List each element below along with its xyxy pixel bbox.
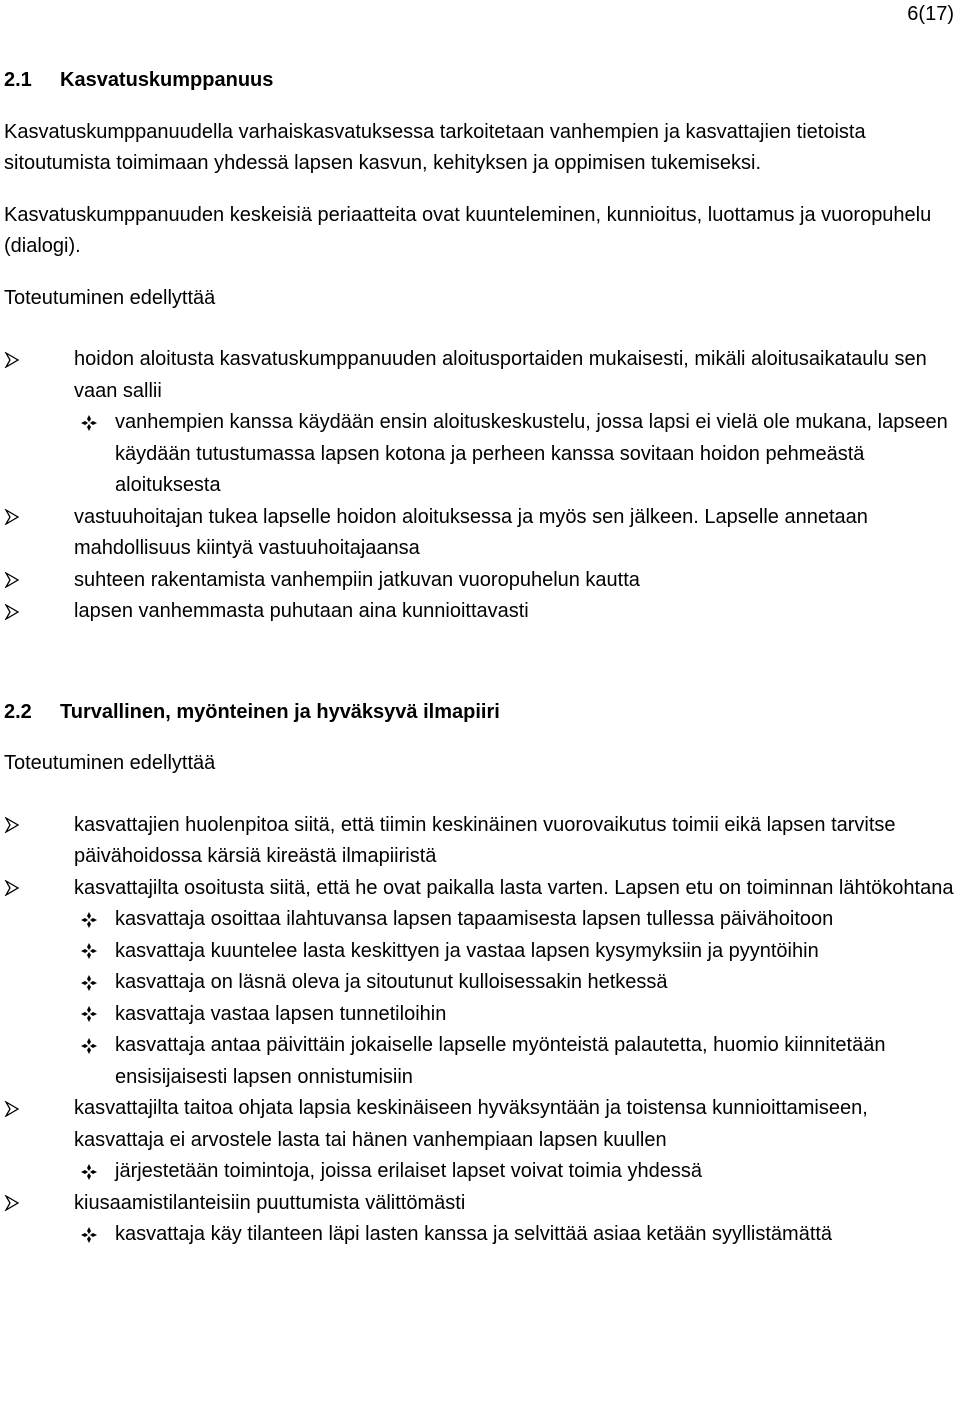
sub-list-item xyxy=(4,967,954,999)
sub-list-item xyxy=(4,407,954,502)
document-body xyxy=(4,65,954,1251)
sub-list-item xyxy=(4,904,954,936)
list-item xyxy=(4,344,954,407)
list-item-text: järjestetään toimintoja, joissa erilaiset lapset voivat toimia yhdessä xyxy=(115,1160,702,1182)
list-item-text: lapsen vanhemmasta puhutaan aina kunnioittavasti xyxy=(74,600,529,622)
list-item-text: kasvattaja on läsnä oleva ja sitoutunut kulloisessakin hetkessä xyxy=(115,971,668,993)
requires-label: Toteutuminen edellyttää xyxy=(4,752,216,774)
sub-list-item xyxy=(4,1219,954,1251)
list-item xyxy=(4,502,954,565)
diamond-bullet-icon xyxy=(80,967,108,999)
list-item xyxy=(4,1093,954,1156)
diamond-bullet-icon xyxy=(80,1030,108,1062)
section-heading-2-2 xyxy=(4,697,954,729)
section-title: Kasvatuskumppanuus xyxy=(60,69,274,91)
diamond-bullet-icon xyxy=(80,999,108,1031)
arrow-bullet-icon xyxy=(4,810,32,842)
list-item xyxy=(4,810,954,873)
list-item-text: kasvattaja vastaa lapsen tunnetiloihin xyxy=(115,1002,447,1025)
list-item-text: hoidon aloitusta kasvatuskumppanuuden aloitusportaiden mukaisesti, mikäli aloitusaikataulu sen vaan sallii xyxy=(74,348,927,402)
arrow-bullet-icon xyxy=(4,1093,32,1125)
sub-list-item xyxy=(4,1030,954,1093)
list-item-text: kiusaamistilanteisiin puuttumista välittömästi xyxy=(74,1191,466,1214)
list-item xyxy=(4,565,954,597)
list-item-text: vastuuhoitajan tukea lapselle hoidon aloituksessa ja myös sen jälkeen. Lapselle annetaan mahdollisuus kiintyä vastuuhoitajaansa xyxy=(74,505,868,559)
list-item xyxy=(4,596,954,628)
arrow-bullet-icon xyxy=(4,565,32,597)
sub-list-item xyxy=(4,936,954,968)
list-item-text: kasvattajilta taitoa ohjata lapsia keskinäiseen hyväksyntään ja toistensa kunnioittamiseen, kasvattaja ei arvostele lasta tai hänen vanhempiaan lapsen kuullen xyxy=(74,1097,868,1151)
arrow-bullet-icon xyxy=(4,1188,32,1220)
diamond-bullet-icon xyxy=(80,407,108,439)
sub-list-item xyxy=(4,1156,954,1188)
diamond-bullet-icon xyxy=(80,1219,108,1251)
requires-label: Toteutuminen edellyttää xyxy=(4,286,216,309)
section-number: 2.2 xyxy=(4,700,32,723)
list-item-text: kasvattaja antaa päivittäin jokaiselle lapselle myönteistä palautetta, huomio kiinnitetään ensisijaisesti lapsen onnistumisiin xyxy=(115,1034,886,1088)
list-item-text: kasvattaja osoittaa ilahtuvansa lapsen tapaamisesta lapsen tullessa päivähoitoon xyxy=(115,908,834,930)
arrow-bullet-icon xyxy=(4,502,32,534)
list-item xyxy=(4,1188,954,1220)
section-heading-2-1 xyxy=(4,65,954,97)
page-number: 6(17) xyxy=(907,3,954,25)
sub-list-item xyxy=(4,999,954,1031)
list-item-text: kasvattaja käy tilanteen läpi lasten kanssa ja selvittää asiaa ketään syyllistämättä xyxy=(115,1223,833,1245)
arrow-bullet-icon xyxy=(4,344,32,376)
list-item-text: kasvattaja kuuntelee lasta keskittyen ja vastaa lapsen kysymyksiin ja pyyntöihin xyxy=(115,939,819,962)
list-item-text: kasvattajien huolenpitoa siitä, että tiimin keskinäinen vuorovaikutus toimii eikä lapsen tarvitse päivähoidossa kärsiä kireästä ilmapiiristä xyxy=(74,813,896,867)
arrow-bullet-icon xyxy=(4,596,32,628)
arrow-bullet-icon xyxy=(4,873,32,905)
list-item xyxy=(4,873,954,905)
list-item-text: suhteen rakentamista vanhempiin jatkuvan vuoropuhelun kautta xyxy=(74,568,640,591)
diamond-bullet-icon xyxy=(80,1156,108,1188)
list-item-text: kasvattajilta osoitusta siitä, että he ovat paikalla lasta varten. Lapsen etu on toiminnan lähtökohtana xyxy=(74,876,954,899)
section-title: Turvallinen, myönteinen ja hyväksyvä ilmapiiri xyxy=(60,700,500,723)
paragraph-definition: Kasvatuskumppanuudella varhaiskasvatuksessa tarkoitetaan vanhempien ja kasvattajien tietoista sitoutumista toimimaan yhdessä lapsen kasvun, kehityksen ja oppimisen tukemiseksi. xyxy=(4,120,866,174)
diamond-bullet-icon xyxy=(80,904,108,936)
section-number: 2.1 xyxy=(4,69,32,91)
list-item-text: vanhempien kanssa käydään ensin aloituskeskustelu, jossa lapsi ei vielä ole mukana, lapseen käydään tutustumassa lapsen kotona ja perheen kanssa sovitaan hoidon pehmeästä aloituksesta xyxy=(115,411,948,496)
diamond-bullet-icon xyxy=(80,936,108,968)
paragraph-principles: Kasvatuskumppanuuden keskeisiä periaatteita ovat kuunteleminen, kunnioitus, luottamus ja vuoropuhelu (dialogi). xyxy=(4,203,932,257)
